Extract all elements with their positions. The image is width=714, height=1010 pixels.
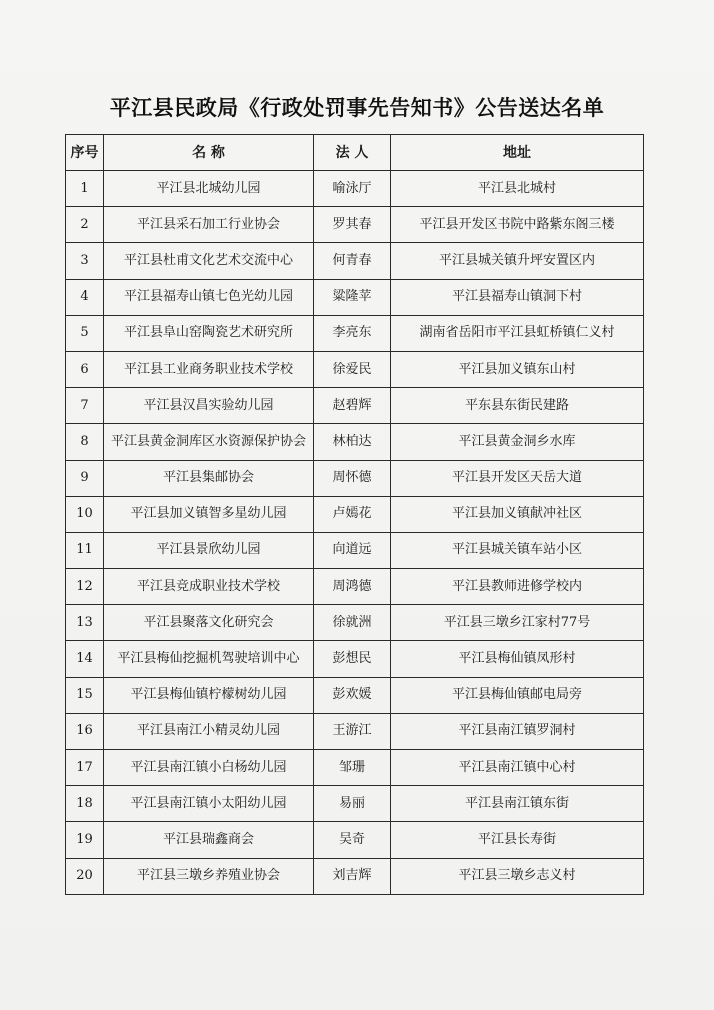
document-title: 平江县民政局《行政处罚事先告知书》公告送达名单 bbox=[109, 96, 605, 120]
cell-organization-name: 平江县汉昌实验幼儿园 bbox=[104, 388, 314, 424]
cell-serial-number: 5 bbox=[66, 315, 104, 351]
cell-organization-name: 平江县工业商务职业技术学校 bbox=[104, 351, 314, 387]
cell-legal-representative: 徐爱民 bbox=[314, 351, 391, 387]
table-row bbox=[66, 388, 644, 424]
cell-address: 平江县教师进修学校内 bbox=[391, 569, 644, 605]
table-row bbox=[66, 207, 644, 243]
table-row bbox=[66, 171, 644, 207]
table-row bbox=[66, 351, 644, 387]
table-row bbox=[66, 786, 644, 822]
cell-legal-representative: 邹珊 bbox=[314, 750, 391, 786]
cell-serial-number: 7 bbox=[66, 388, 104, 424]
cell-address: 平江县开发区天岳大道 bbox=[391, 460, 644, 496]
cell-organization-name: 平江县三墩乡养殖业协会 bbox=[104, 858, 314, 894]
cell-organization-name: 平江县瑞鑫商会 bbox=[104, 822, 314, 858]
cell-organization-name: 平江县聚落文化研究会 bbox=[104, 605, 314, 641]
cell-address: 平江县加义镇东山村 bbox=[391, 351, 644, 387]
cell-legal-representative: 何青春 bbox=[314, 243, 391, 279]
cell-address: 平江县长寿街 bbox=[391, 822, 644, 858]
cell-legal-representative: 向道远 bbox=[314, 532, 391, 568]
table-row bbox=[66, 496, 644, 532]
cell-address: 平江县三墩乡志义村 bbox=[391, 858, 644, 894]
cell-serial-number: 4 bbox=[66, 279, 104, 315]
cell-address: 平江县南江镇罗洞村 bbox=[391, 713, 644, 749]
cell-address: 平江县梅仙镇邮电局旁 bbox=[391, 677, 644, 713]
table-row bbox=[66, 569, 644, 605]
cell-organization-name: 平江县梅仙镇柠檬树幼儿园 bbox=[104, 677, 314, 713]
cell-organization-name: 平江县南江镇小白杨幼儿园 bbox=[104, 750, 314, 786]
cell-organization-name: 平江县梅仙挖掘机驾驶培训中心 bbox=[104, 641, 314, 677]
cell-address: 平江县黄金洞乡水库 bbox=[391, 424, 644, 460]
table-row bbox=[66, 858, 644, 894]
table-row bbox=[66, 822, 644, 858]
cell-address: 平江县北城村 bbox=[391, 171, 644, 207]
table-row bbox=[66, 315, 644, 351]
cell-organization-name: 平江县采石加工行业协会 bbox=[104, 207, 314, 243]
cell-address: 平江县加义镇献冲社区 bbox=[391, 496, 644, 532]
cell-serial-number: 15 bbox=[66, 677, 104, 713]
cell-serial-number: 17 bbox=[66, 750, 104, 786]
cell-organization-name: 平江县阜山窑陶瓷艺术研究所 bbox=[104, 315, 314, 351]
cell-address: 平江县南江镇东街 bbox=[391, 786, 644, 822]
cell-legal-representative: 彭想民 bbox=[314, 641, 391, 677]
cell-serial-number: 8 bbox=[66, 424, 104, 460]
cell-organization-name: 平江县北城幼儿园 bbox=[104, 171, 314, 207]
cell-legal-representative: 易丽 bbox=[314, 786, 391, 822]
table-row bbox=[66, 713, 644, 749]
cell-address: 平江县城关镇车站小区 bbox=[391, 532, 644, 568]
cell-address: 平东县东街民建路 bbox=[391, 388, 644, 424]
table-row bbox=[66, 279, 644, 315]
cell-serial-number: 12 bbox=[66, 569, 104, 605]
table-header-row bbox=[66, 135, 644, 171]
cell-serial-number: 6 bbox=[66, 351, 104, 387]
cell-legal-representative: 喻泳厅 bbox=[314, 171, 391, 207]
table-row bbox=[66, 641, 644, 677]
table-body bbox=[66, 171, 644, 895]
cell-serial-number: 2 bbox=[66, 207, 104, 243]
cell-serial-number: 11 bbox=[66, 532, 104, 568]
cell-serial-number: 20 bbox=[66, 858, 104, 894]
cell-legal-representative: 林柏达 bbox=[314, 424, 391, 460]
cell-serial-number: 13 bbox=[66, 605, 104, 641]
cell-legal-representative: 吴奇 bbox=[314, 822, 391, 858]
cell-legal-representative: 罗其春 bbox=[314, 207, 391, 243]
cell-serial-number: 16 bbox=[66, 713, 104, 749]
cell-address: 平江县城关镇升坪安置区内 bbox=[391, 243, 644, 279]
cell-organization-name: 平江县竞成职业技术学校 bbox=[104, 569, 314, 605]
header-legal-representative: 法 人 bbox=[314, 135, 391, 171]
header-serial-number: 序号 bbox=[66, 135, 104, 171]
cell-address: 平江县梅仙镇凤形村 bbox=[391, 641, 644, 677]
cell-organization-name: 平江县杜甫文化艺术交流中心 bbox=[104, 243, 314, 279]
cell-organization-name: 平江县南江小精灵幼儿园 bbox=[104, 713, 314, 749]
cell-address: 平江县福寿山镇洞下村 bbox=[391, 279, 644, 315]
cell-organization-name: 平江县南江镇小太阳幼儿园 bbox=[104, 786, 314, 822]
cell-organization-name: 平江县景欣幼儿园 bbox=[104, 532, 314, 568]
cell-serial-number: 10 bbox=[66, 496, 104, 532]
cell-address: 湖南省岳阳市平江县虹桥镇仁义村 bbox=[391, 315, 644, 351]
cell-address: 平江县南江镇中心村 bbox=[391, 750, 644, 786]
cell-legal-representative: 徐就洲 bbox=[314, 605, 391, 641]
cell-serial-number: 9 bbox=[66, 460, 104, 496]
cell-organization-name: 平江县黄金洞库区水资源保护协会 bbox=[104, 424, 314, 460]
header-address: 地址 bbox=[391, 135, 644, 171]
cell-legal-representative: 王游江 bbox=[314, 713, 391, 749]
cell-organization-name: 平江县集邮协会 bbox=[104, 460, 314, 496]
cell-legal-representative: 刘吉辉 bbox=[314, 858, 391, 894]
table-row bbox=[66, 605, 644, 641]
cell-legal-representative: 李亮东 bbox=[314, 315, 391, 351]
cell-legal-representative: 卢嫣花 bbox=[314, 496, 391, 532]
cell-legal-representative: 周鸿德 bbox=[314, 569, 391, 605]
header-name: 名 称 bbox=[104, 135, 314, 171]
cell-organization-name: 平江县福寿山镇七色光幼儿园 bbox=[104, 279, 314, 315]
cell-address: 平江县开发区书院中路紫东阁三楼 bbox=[391, 207, 644, 243]
cell-address: 平江县三墩乡江家村77号 bbox=[391, 605, 644, 641]
cell-serial-number: 18 bbox=[66, 786, 104, 822]
table-row bbox=[66, 532, 644, 568]
cell-serial-number: 14 bbox=[66, 641, 104, 677]
notice-recipient-table bbox=[65, 134, 644, 895]
cell-serial-number: 1 bbox=[66, 171, 104, 207]
table-row bbox=[66, 424, 644, 460]
cell-legal-representative: 赵碧辉 bbox=[314, 388, 391, 424]
table-row bbox=[66, 677, 644, 713]
cell-legal-representative: 周怀德 bbox=[314, 460, 391, 496]
cell-organization-name: 平江县加义镇智多星幼儿园 bbox=[104, 496, 314, 532]
cell-legal-representative: 粱隆苹 bbox=[314, 279, 391, 315]
table-row bbox=[66, 460, 644, 496]
table-row bbox=[66, 243, 644, 279]
cell-serial-number: 19 bbox=[66, 822, 104, 858]
table-row bbox=[66, 750, 644, 786]
cell-serial-number: 3 bbox=[66, 243, 104, 279]
cell-legal-representative: 彭欢媛 bbox=[314, 677, 391, 713]
